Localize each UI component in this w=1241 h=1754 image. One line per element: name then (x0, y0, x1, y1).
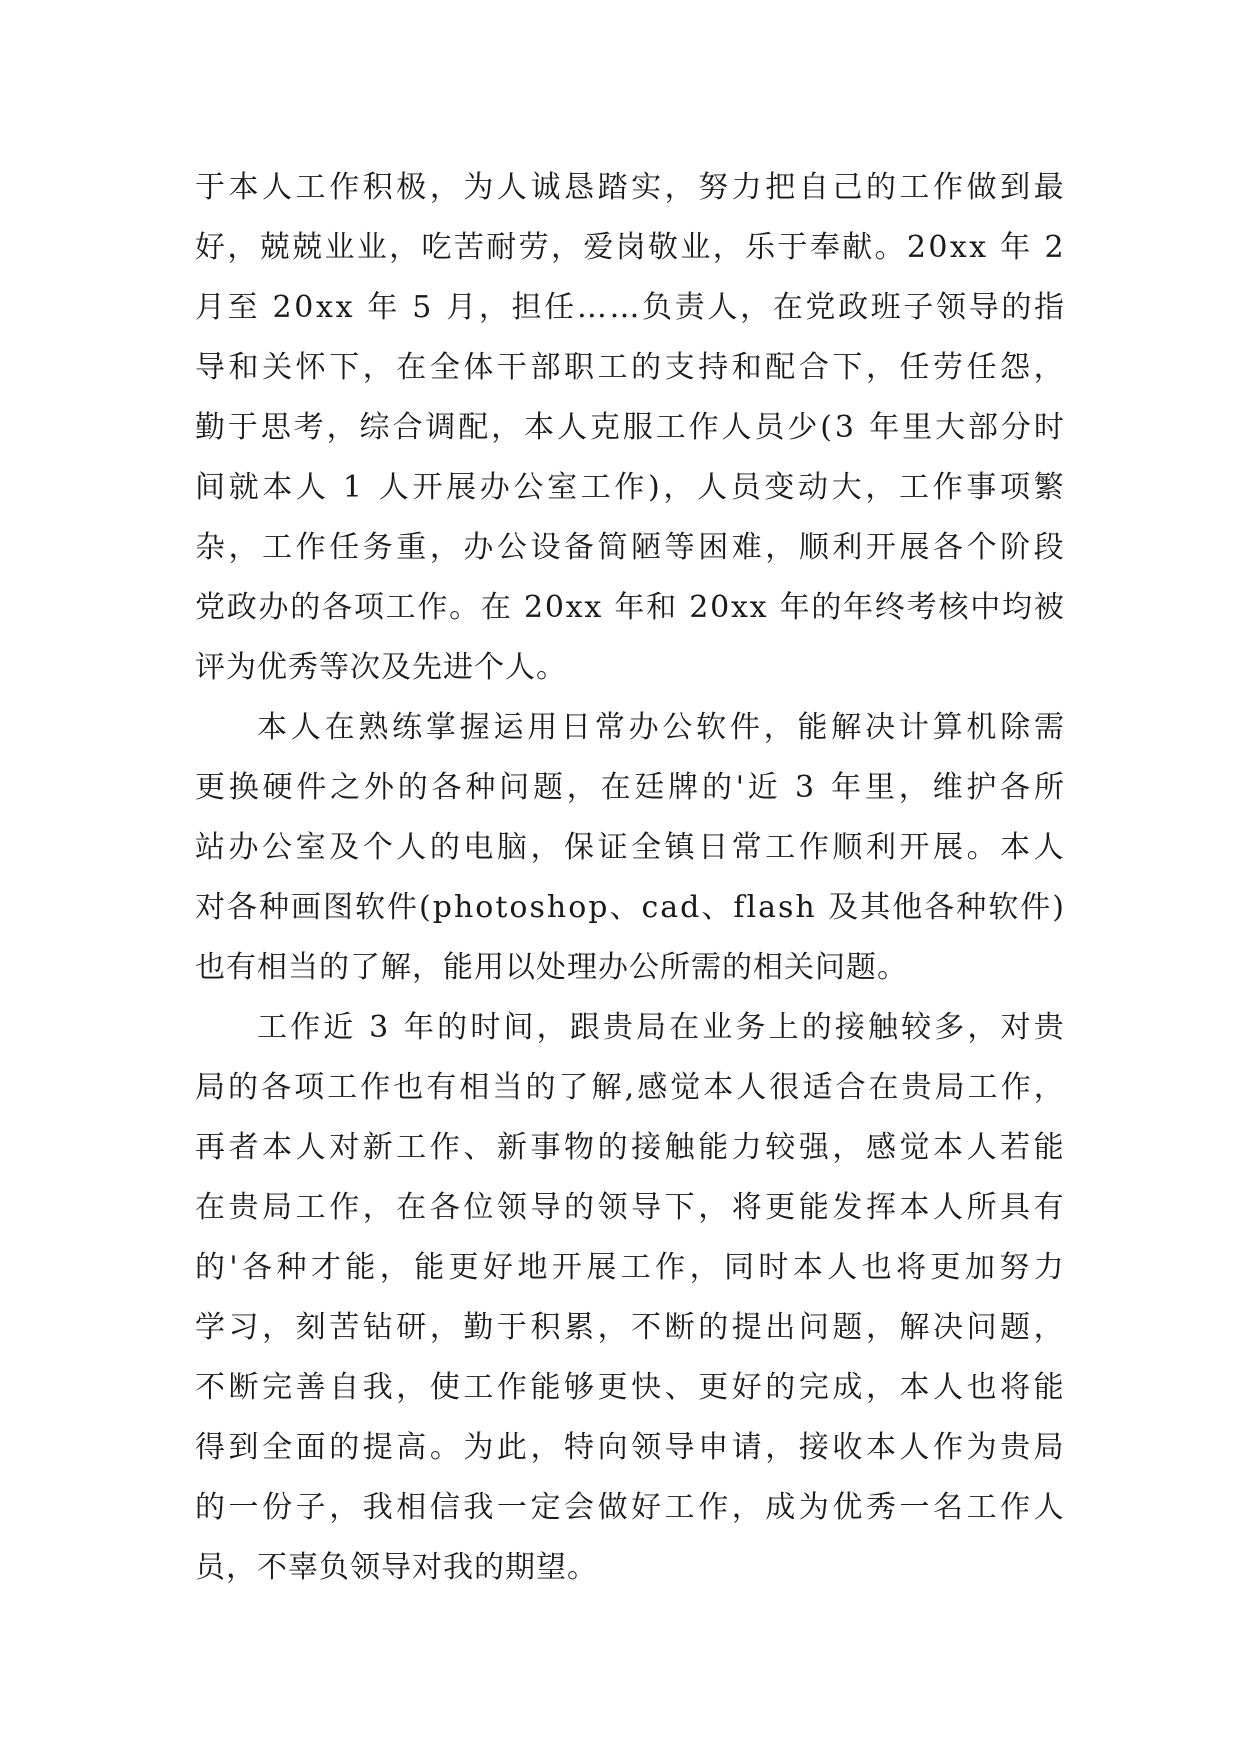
text-line: 不 断 完 善 自 我 ， 使 工 作 能 够 更 快 、 更 好 的 完 成 ， 本 人 也 将 能 (195, 1370, 1065, 1405)
text-line: 间 就 本 人 1 人 开 展 办 公 室 工 作 ) ， 人 员 变 动 大 ， 工 作 事 项 繁 (195, 470, 1065, 505)
text-line: 杂 ， 工 作 任 务 重 ， 办 公 设 备 简 陋 等 困 难 ， 顺 利 开 展 各 个 阶 段 (195, 530, 1065, 565)
text-line: 学 习 ， 刻 苦 钻 研 ， 勤 于 积 累 ， 不 断 的 提 出 问 题 ， 解 决 问 题 ， (195, 1310, 1065, 1345)
text-line: 员，不辜负领导对我的期望。 (195, 1550, 598, 1585)
text-line: 工 作 近 3 年 的 时 间 ， 跟 贵 局 在 业 务 上 的 接 触 较 多 ， 对 贵 (257, 1010, 1065, 1045)
text-line: 月 至 2 0 x x 年 5 月 ， 担 任 … … 负 责 人 ， 在 党 政 班 子 领 导 的 指 (195, 290, 1065, 325)
text-line: 于 本 人 工 作 积 极 ， 为 人 诚 恳 踏 实 ， 努 力 把 自 己 的 工 作 做 到 最 (195, 170, 1065, 205)
text-line: 更 换 硬 件 之 外 的 各 种 问 题 ， 在 廷 牌 的 ' 近 3 年 里 ， 维 护 各 所 (195, 770, 1065, 805)
text-line: 本 人 在 熟 练 掌 握 运 用 日 常 办 公 软 件 ， 能 解 决 计 算 机 除 需 (257, 710, 1065, 745)
body-text (195, 158, 1065, 1598)
text-line: 局 的 各 项 工 作 也 有 相 当 的 了 解 , 感 觉 本 人 很 适 合 在 贵 局 工 作 ， (195, 1070, 1065, 1105)
text-line: 站 办 公 室 及 个 人 的 电 脑 ， 保 证 全 镇 日 常 工 作 顺 利 开 展 。 本 人 (195, 830, 1065, 865)
text-line: 得 到 全 面 的 提 高 。 为 此 ， 特 向 领 导 申 请 ， 接 收 本 人 作 为 贵 局 (195, 1430, 1065, 1465)
text-line: 的 一 份 子 ， 我 相 信 我 一 定 会 做 好 工 作 ， 成 为 优 秀 一 名 工 作 人 (195, 1490, 1065, 1525)
text-line: 也有相当的了解，能用以处理办公所需的相关问题。 (195, 950, 908, 985)
text-line: 再 者 本 人 对 新 工 作 、 新 事 物 的 接 触 能 力 较 强 ， 感 觉 本 人 若 能 (195, 1130, 1065, 1165)
text-line: 评为优秀等次及先进个人。 (195, 650, 567, 685)
text-line: 在 贵 局 工 作 ， 在 各 位 领 导 的 领 导 下 ， 将 更 能 发 挥 本 人 所 具 有 (195, 1190, 1065, 1225)
text-line: 好 ， 兢 兢 业 业 ， 吃 苦 耐 劳 ， 爱 岗 敬 业 ， 乐 于 奉 献 。 2 0 x x 年 2 (195, 230, 1065, 265)
text-line: 勤 于 思 考 ， 综 合 调 配 ， 本 人 克 服 工 作 人 员 少 ( 3 年 里 大 部 分 时 (195, 410, 1065, 445)
text-line: 导 和 关 怀 下 ， 在 全 体 干 部 职 工 的 支 持 和 配 合 下 ， 任 劳 任 怨 ， (195, 350, 1065, 385)
text-line: 对 各 种 画 图 软 件 ( p h o t o s h o p 、 c a d 、 f l a s h 及 其 他 各 种 软 件 ) (195, 890, 1065, 925)
text-line: 党 政 办 的 各 项 工 作 。 在 2 0 x x 年 和 2 0 x x 年 的 年 终 考 核 中 均 被 (195, 590, 1065, 625)
text-line: 的 ' 各 种 才 能 ， 能 更 好 地 开 展 工 作 ， 同 时 本 人 也 将 更 加 努 力 (195, 1250, 1065, 1285)
